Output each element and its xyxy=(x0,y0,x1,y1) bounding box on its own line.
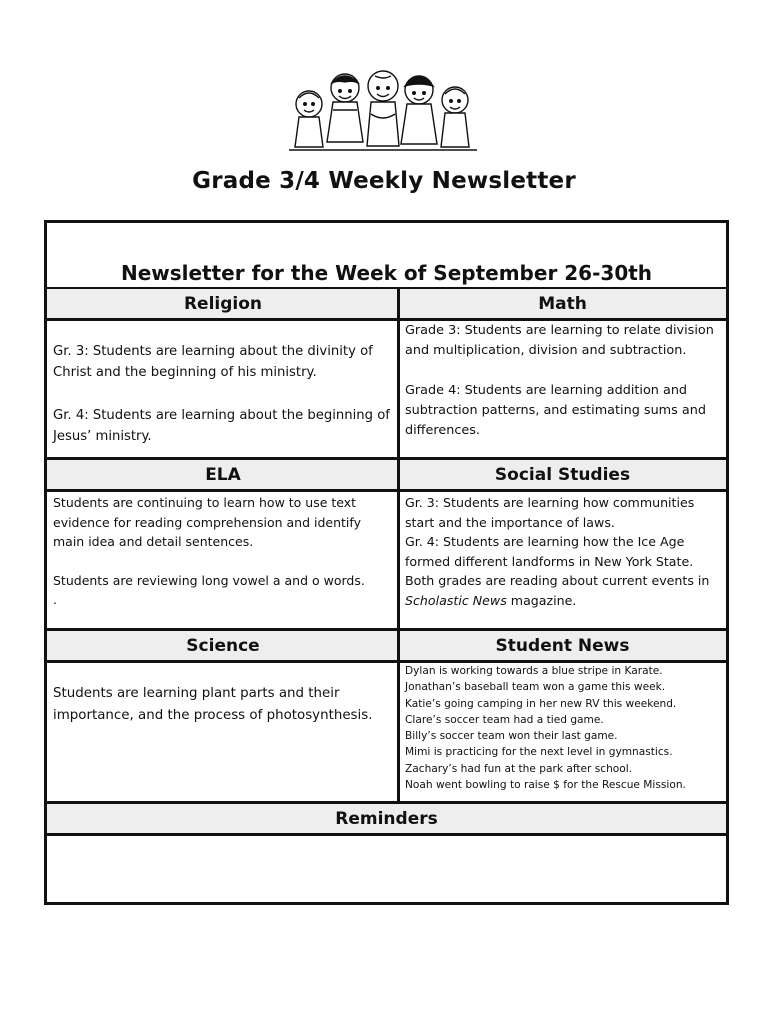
reminders-content xyxy=(47,836,726,902)
week-title-row xyxy=(47,223,726,289)
science-heading: Science xyxy=(47,631,399,663)
social-studies-current-events-text xyxy=(405,571,720,610)
column-divider xyxy=(397,289,400,804)
student-news-item: Zachary’s had fun at the park after school. xyxy=(405,762,633,775)
religion-grade3-text: Gr. 3: Students are learning about the divinity of Christ and the beginning of his ministry. xyxy=(53,344,373,380)
ela-vowel-text: Students are reviewing long vowel a and o words. xyxy=(53,572,365,588)
science-content xyxy=(47,683,399,727)
ela-content xyxy=(47,493,399,610)
ela-heading: ELA xyxy=(47,460,399,492)
week-title: Newsletter for the Week of September 26-30th xyxy=(120,261,653,285)
student-news-item: Jonathan’s baseball team won a game this week. xyxy=(405,681,666,694)
social-studies-content xyxy=(399,493,726,611)
reminders-heading: Reminders xyxy=(47,804,726,836)
student-news-item: Dylan is working towards a blue stripe in Karate. xyxy=(405,665,663,677)
student-news-item: Noah went bowling to raise $ for the Rescue Mission. xyxy=(405,779,686,792)
current-events-prefix: Both grades are reading about current events in xyxy=(405,573,710,589)
newsletter-title: Grade 3/4 Weekly Newsletter xyxy=(192,168,576,194)
student-news-item: Mimi is practicing for the next level in gymnastics. xyxy=(405,746,673,759)
math-grade4-text: Grade 4: Students are learning addition and subtraction patterns, and estimating sums and differences. xyxy=(405,383,706,438)
student-news-list xyxy=(399,663,726,793)
math-grade3-text: Grade 3: Students are learning to relate division and multiplication, division and subtraction. xyxy=(405,323,714,358)
social-studies-grade3-text: Gr. 3: Students are learning how communities start and the importance of laws. xyxy=(405,495,695,530)
math-heading: Math xyxy=(399,289,726,321)
current-events-suffix: magazine. xyxy=(510,592,577,608)
scholastic-news-title: Scholastic News xyxy=(405,592,507,608)
religion-heading: Religion xyxy=(47,289,399,321)
social-studies-heading: Social Studies xyxy=(399,460,726,492)
ela-period-text: . xyxy=(53,592,57,608)
religion-grade4-text: Gr. 4: Students are learning about the beginning of Jesus’ ministry. xyxy=(53,408,390,444)
peanuts-gang-illustration xyxy=(285,64,481,160)
newsletter-table xyxy=(44,220,729,905)
social-studies-grade4-text: Gr. 4: Students are learning how the Ice Age formed different landforms in New York State. xyxy=(405,534,694,569)
science-text: Students are learning plant parts and their importance, and the process of photosynthesis. xyxy=(53,686,373,723)
math-content xyxy=(399,321,726,441)
religion-content xyxy=(47,341,399,447)
student-news-item: Clare’s soccer team had a tied game. xyxy=(405,713,604,726)
student-news-heading: Student News xyxy=(399,631,726,663)
student-news-item: Katie’s going camping in her new RV this weekend. xyxy=(405,697,677,710)
student-news-item: Billy’s soccer team won their last game. xyxy=(405,730,618,743)
ela-text-evidence-text: Students are continuing to learn how to use text evidence for reading comprehension and identify main idea and detail sentences. xyxy=(53,495,361,550)
